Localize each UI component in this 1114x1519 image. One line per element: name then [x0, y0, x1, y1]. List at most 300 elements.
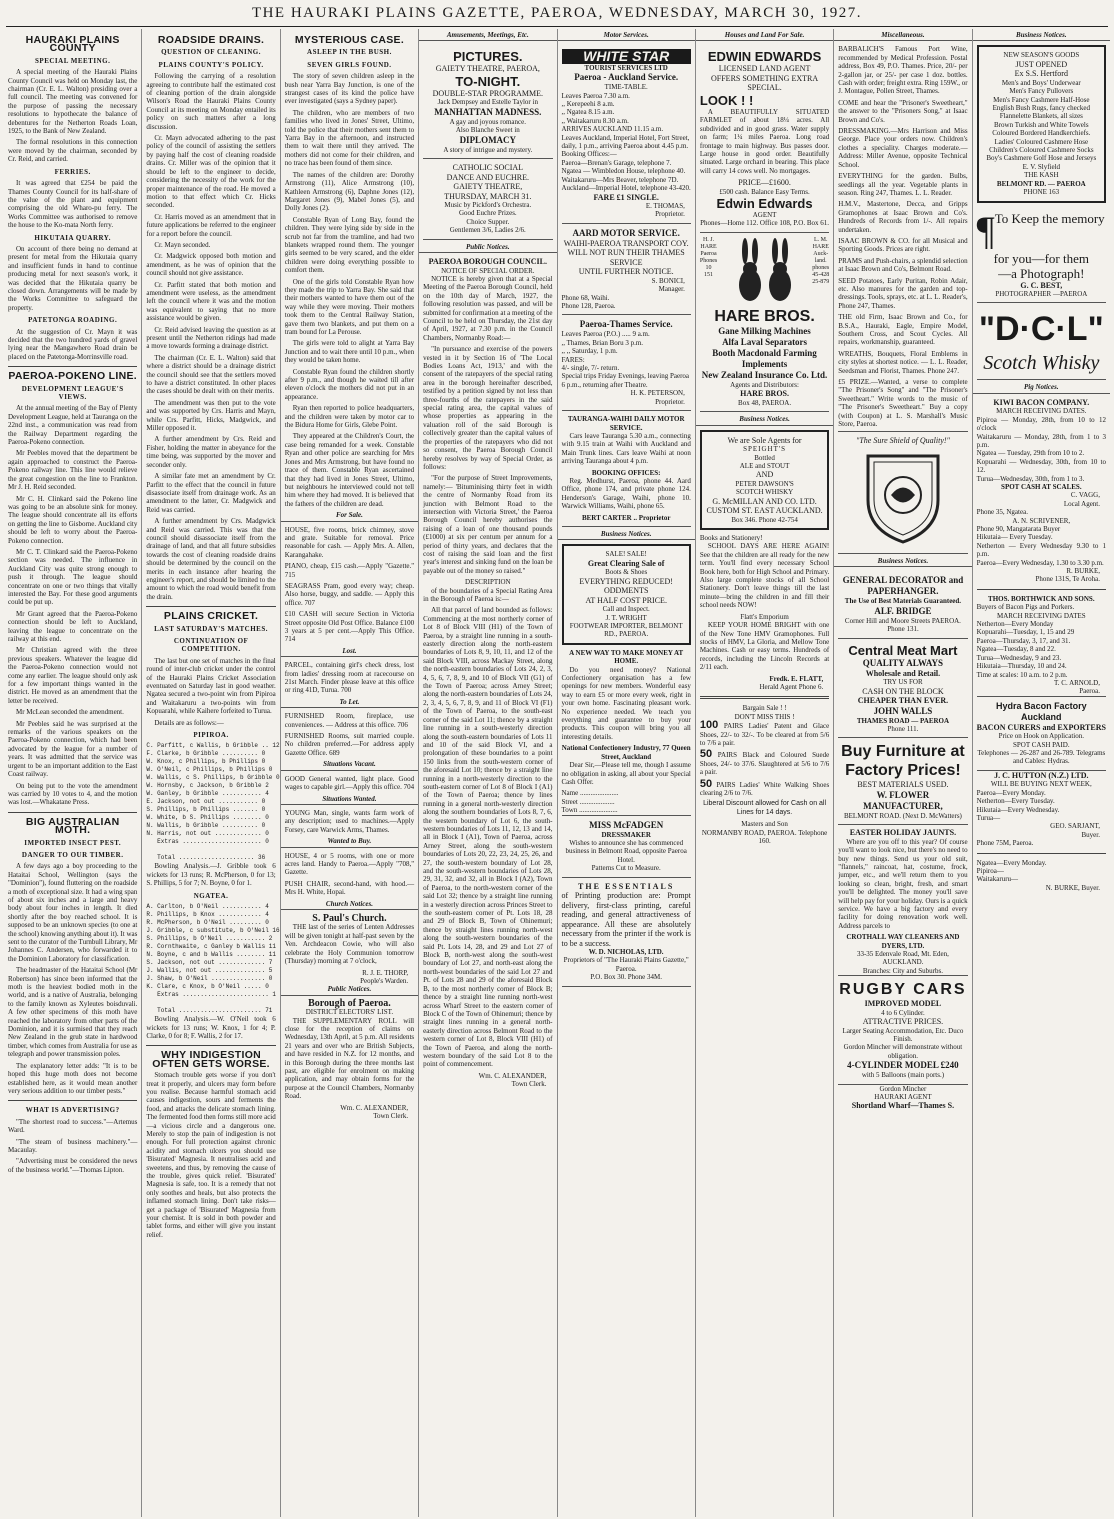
- team-name: NGATEA.: [193, 891, 229, 900]
- timetable: Leaves Paeroa (P.O.) ..... 9 a.m. ,, Thames, Brian Boru 3 p.m. ,, ,, Saturday, 1 p.m. FARES: 4/- single, 7/- return. Special trips Friday Evenings, leaving Paeroa 6 p.m., returning after Theatre.: [561, 330, 690, 389]
- subhead: ASLEEP IN THE BUSH.: [307, 48, 392, 57]
- signature: Phone 131S, Te Aroha.: [1035, 575, 1100, 584]
- ad-line: LICENSED LAND AGENT: [718, 64, 811, 74]
- section-head: Situations Vacant.: [281, 760, 418, 770]
- ad-line: £500 cash. Balance Easy Terms.: [719, 187, 810, 196]
- classified-ad: PRAMS and Push-chairs, a splendid selection at Isaac Brown and Co's, Belmont Road.: [838, 256, 968, 274]
- paragraph: Bowling Analysis.—W. O'Neil took 6 wickets for 13 runs; W. Knox, 1 for 4; P. Clarke, 0 for 8; F. Wallis, 2 for 17.: [146, 1015, 276, 1040]
- hare-bros-ad: [700, 233, 829, 412]
- subhead: FERRIES.: [54, 167, 91, 176]
- bargain-item: [699, 777, 830, 798]
- classified-ad: COME and hear the "Prisoner's Sweetheart," the answer to the "Prisoners Song," at Isaac Brown and Co's.: [838, 98, 968, 124]
- paragraph: The headmaster of the Hataitai School (Mr Robertson) has since been informed that the moth is the heaviest bodied moth in the world, and is a native of Australia, belonging to the family known as Xyleutes boisduvali. A few other specimens of this moth have reached the laboratory from other parts of the Dominion, and it is surmised that they reach New Zealand in the grub state in hardwood timber, which comes from Australia for use as telegraph and power transmission poles.: [8, 966, 138, 1059]
- ad-line: GAIETY THEATRE,: [453, 182, 523, 192]
- ad-line: New Zealand Insurance Co. Ltd.: [701, 369, 828, 380]
- buying-dates: Paeroa—Every Monday. Netherton—Every Tuesday. Hikutaia—Every Wednesday. Turua—: [976, 788, 1060, 822]
- ad-line: Phone 35, Ngatea.: [976, 508, 1028, 517]
- signature: Local Agent.: [1063, 499, 1100, 508]
- ad-title: A NEW WAY TO MAKE MONEY AT HOME.: [569, 648, 684, 666]
- tauranga-waihi-ad: [562, 411, 691, 527]
- signature: C. VAGG,: [1070, 491, 1100, 500]
- dcl-whisky-ad: [977, 303, 1106, 380]
- ad-line: Box 346. Phone 42-754: [731, 515, 798, 524]
- ad-title: Boots & Shoes: [605, 568, 648, 577]
- divider: [700, 696, 829, 699]
- divider: [8, 1100, 137, 1101]
- section-head: Pig Notices.: [973, 383, 1110, 393]
- ad-line: Phones—Home 112. Office 108, P.O. Box 61.: [700, 219, 830, 228]
- signature: Wm. C. ALEXANDER,: [340, 1103, 409, 1112]
- ad-title: Edwin Edwards: [716, 196, 813, 212]
- ad-line: CUSTOM ST. EAST AUCKLAND.: [706, 506, 823, 516]
- paragraph: A BEAUTIFULLY SITUATED FARMLET of about 18¼ acres. All subdivided and in good grass. Water supply on farm; 1¼ miles Paeroa. Long road frontage to main highway. Bus passes door. Large house in good order. Beautifully situated. Large orchard in bearing. This place will carry 14 cows well. No mortgages.: [699, 107, 830, 175]
- paragraph: The chairman (Cr. E. L. Walton) said that where a district should be a drainage district the council should see that the settlers moved to have a district constituted. In other places the cases should be dealt with on their merits.: [146, 353, 276, 396]
- paragraph: The story of seven children asleep in the bush near Yarra Bay Junction, is one of the strangest cases of its kind the police have ever investigated (says a Sydney paper).: [284, 72, 415, 106]
- ad-line: SPOT CASH PAID.: [1013, 740, 1070, 749]
- ad-title: CATHOLIC SOCIAL: [452, 163, 524, 173]
- film-title: DIPLOMACY: [459, 134, 517, 145]
- section-head: Business Notices.: [696, 415, 833, 425]
- section-head: Public Notices.: [281, 985, 418, 995]
- ad-line: Branches: City and Suburbs.: [862, 966, 943, 975]
- team-name: PIPIROA.: [193, 731, 229, 740]
- ad-line: Good Euchre Prizes.: [458, 209, 517, 218]
- paragraph: of Printing production are: Prompt delivery, first-class printing, careful reading, and general attractiveness of appearance. All these are absolutely necessary from the printer if the work is to be a success.: [561, 891, 691, 948]
- photographer-ad: [977, 207, 1106, 304]
- paragraph: Reg. Medhurst, Paeroa, phone 44. Aard Office, phone 174, and private phone 124. Henderson's Garage, Waihi, phone 10. Warwick Williams, Waihi, phone 65.: [561, 476, 691, 511]
- section-head: To Let.: [281, 698, 418, 708]
- ad-line: SCOTCH WHISKY: [735, 488, 794, 497]
- ad-title: TAURANGA-WAIHI DAILY MOTOR SERVICE.: [567, 415, 685, 432]
- signature: GEO. SARJANT,: [1050, 822, 1100, 831]
- ad-line: OFFERS SOMETHING EXTRA SPECIAL.: [711, 73, 819, 93]
- buying-dates: Ngatea—Every Monday. Pipiroa— Waitakaruru—: [976, 858, 1047, 884]
- paragraph: Cr. Harris moved as an amendment that in future applications be referred to the engineer for a report before the council.: [146, 212, 276, 238]
- item-text: PAIRS Ladies' Patent and Glace Shoes, 22/- to 32/-. To be cleared at from 5/6 to 7/6 a pair.: [699, 722, 830, 747]
- section-head: Amusements, Meetings, Etc.: [419, 31, 556, 41]
- ad-line: Shortland Wharf—Thames S.: [851, 1101, 955, 1111]
- form-field-name: Name ......................: [561, 789, 619, 798]
- paragraph: One of the girls told Constable Ryan how they made the trip to Yarra Bay. She said that their mothers wanted to have them out of the way while they were moving. Their mothers took them to the Central Railway Station, gave them two blankets, and put them on a tram bound for La Perouse.: [284, 277, 415, 336]
- dressmaker-ad: [562, 815, 691, 878]
- signature: R. BURKE,: [1066, 567, 1100, 576]
- ad-line: AT HALF COST PRICE.: [585, 595, 667, 605]
- ad-line: Phone 75M, Paeroa.: [976, 839, 1034, 848]
- ad-line: ATTRACTIVE PRICES.: [862, 1017, 944, 1027]
- ad-line: BEST MATERIALS USED.: [857, 780, 949, 790]
- classified-ad: YOUNG Man, single, wants farm work of any description; used to machines.—Apply Forsey, care Warwick Arms, Thames.: [284, 808, 415, 834]
- ad-name: E. V. Slyfield: [1022, 162, 1061, 171]
- subhead: SPECIAL MEETING.: [35, 56, 111, 65]
- paragraph: NOTICE is hereby given that at a Special Meeting of the Paeroa Borough Council, held on the 10th day of March, 1927, the following resolution was passed, and will be submitted for confirmation at a meeting of the Council to be held on Thursday, the 21st day of April, 1927, at 7.30 p.m. in the Council Chambers, Normanby Road:—: [423, 274, 553, 342]
- rugby-cars-ad: [838, 975, 967, 1084]
- paragraph: A few days ago a boy proceeding to the Hataitai School, Wellington (says the "Dominion"), found fluttering on the roadside a moth of exceptional size. It had a wing span of about six inches and a large and heavy body about four inches in length. It died shortly after the boy reached school. It is supposed to be an unknown species (to one at the school) knowing anything about it). It was sent to the curator of the Turnbull Library, Mr Johannes C. Andersen, who forwarded it to the Dominion Laboratory for classification.: [8, 862, 138, 963]
- shield-ad: [838, 431, 967, 554]
- paragraph: A further amendment by Crs. Reid and Fisher, holding the matter in abeyance for the time being, was supported by the mover and seconder only.: [146, 435, 276, 469]
- classified-ad: SEAGRASS Pram, good every way; cheap. Also horse, buggy, and saddle. — Apply this office. 707: [284, 581, 415, 607]
- paragraph: Cr. Madgwick opposed both motion and amendment, as he was of opinion that the council should not give assistance.: [146, 252, 276, 278]
- ad-line: Phone 90, Mangatarata Buyer: [976, 525, 1061, 533]
- ad-name: W. FLOWER MANUFACTURER,: [863, 789, 943, 811]
- hare-header: [700, 237, 829, 307]
- signature: S. BONICI,: [651, 276, 685, 285]
- hydra-bacon-ad: [977, 696, 1106, 771]
- ad-line: WILL BE BUYING NEXT WEEK,: [990, 780, 1092, 789]
- ad-line: A gay and joyous romance.: [449, 117, 527, 126]
- ad-title: "The Sure Shield of Quality!": [855, 436, 950, 446]
- item-text: PAIRS Ladies' White Walking Shoes clearing 2/6 to 7/6.: [699, 780, 830, 797]
- ad-line: WILL NOT RUN THEIR THAMES SERVICE: [567, 248, 685, 267]
- ad-title: PICTURES.: [453, 49, 523, 65]
- paragraph: Following the carrying of a resolution agreeing to contribute half the estimated cost of cleaning portion of the drain alongside Wilson's Road the Hauraki Plains County Council at its meeting on Monday entailed its policy on such matters after a long discussion.: [146, 72, 276, 131]
- divider: [146, 606, 275, 607]
- classified-ad: FURNISHED Room, fireplace, use conveniences. — Address at this office. 706: [284, 712, 415, 729]
- ad-line: DANCE AND EUCHRE.: [446, 172, 530, 182]
- hare-rabbits-icon: [730, 237, 800, 307]
- hare-right-phones: L. M. HARE Auck- land. phones 45-428 25-879: [812, 236, 830, 285]
- signature: People's Warden.: [360, 976, 409, 985]
- paragraph: THE SUPPLEMENTARY ROLL will close for the reception of claims on Wednesday, 13th April, at 5 p.m. All residents 21 years and over who are British Subjects, and have resided in N.Z. for 12 months, and in this Borough during the three months last past, are eligible for enrolment on making application, and may obtain forms for the purpose at the Council Chambers, Normanby Road.: [284, 1016, 415, 1101]
- section-head: Business Notices.: [558, 530, 695, 540]
- column-4: [419, 29, 557, 1517]
- ad-line: AND: [755, 470, 774, 480]
- bargain-item: [700, 750, 829, 776]
- ad-line: Buyers of Bacon Pigs and Porkers.: [976, 603, 1075, 612]
- ad-line: Proprietors of "The Hauraki Plains Gazette," Paeroa.: [563, 956, 689, 973]
- ad-title: RUGBY CARS: [839, 981, 967, 999]
- ad-line: Jack Dempsey and Estelle Taylor in: [437, 98, 538, 107]
- column-2: [142, 29, 280, 1517]
- ad-line: DRESSMAKER: [601, 830, 651, 839]
- ad-title: "D·C·L": [978, 310, 1104, 349]
- ad-title: Paeroa-Thames Service.: [579, 319, 673, 330]
- paragraph: Details are as follows:—: [154, 718, 224, 727]
- paragraph: Mr C. T. Clinkard said the Paeroa-Pokeno section was needed. The influence in Auckland City was quite strong enough to push it through. The league should concentrate on one or two things that vitally interested the Bay. For these good arguments could be put up.: [8, 547, 138, 607]
- ad-line: ALE and STOUT: [739, 461, 790, 470]
- pilcrow-icon: ¶: [976, 207, 995, 253]
- subhead: PATETONGA ROADING.: [28, 316, 118, 325]
- ad-line: CASH ON THE BLOCK: [862, 686, 944, 696]
- classified-ad: GOOD General wanted, light place. Good wages to capable girl.—Apply this office. 704: [284, 774, 415, 792]
- quote: "Advertising must be considered the news of the business world."—Thomas Lipton.: [8, 1157, 138, 1174]
- section-head: Public Notices.: [419, 243, 556, 253]
- section-head: Lost.: [281, 647, 418, 657]
- new-season-ad: [977, 45, 1106, 202]
- ad-line: MARCH RECEIVING DATES.: [996, 407, 1087, 416]
- form-field-street: Street ....................: [561, 797, 615, 806]
- classified-ad: £10 CASH will secure Section in Victoria Street opposite Old Post Office. Balance £100 3 years at 5 per cent.—Apply This Office. 714: [284, 610, 415, 644]
- signature: Paeroa.: [1079, 687, 1100, 696]
- phones: Phone 68, Waihi. Phone 128, Paeroa.: [561, 293, 616, 311]
- ad-line: Box 48, PAEROA.: [738, 398, 792, 407]
- paragraph: Constable Ryan found the children shortly after 9 p.m., and though he waited till after eleven o'clock the mothers did not put in an appearance.: [284, 367, 415, 401]
- ad-line: HARE BROS.: [740, 389, 790, 399]
- sale-ad: [562, 544, 691, 644]
- classified-ad: DRESSMAKING.—Mrs Harrison and Miss George. Place your orders now. Children's clothes a speciality. Charges moderate.—Address: Miller Avenue, opposite Technical School.: [838, 127, 968, 169]
- signature: Wm. C. ALEXANDER,: [478, 1071, 547, 1080]
- section-head: For Sale.: [281, 511, 418, 521]
- bargain-item: [700, 721, 829, 747]
- ad-title: NEW SEASON'S GOODS: [1003, 51, 1080, 60]
- paragraph: The last but one set of matches in the final round of inter-club cricket under the control of the Hauraki Plains Cricket Association eventuated on Saturday last in good weather. Ngatea secured a two-point win from Pipiroa and Waitakaruru a two-points win from Kopuarahi, while Kaihere forfeited to Turua.: [146, 656, 276, 716]
- paragraph: A special meeting of the Hauraki Plains County Council was held on Monday last, the chairman (Cr. E. L. Walton) presiding over a full council. The meeting was convened for the purpose of passing the necessary resolutions to hypothecate the balance of debentures for the Netherton Roads Loan, 1925, to the Bank of New Zealand.: [8, 68, 138, 136]
- notice-title: Borough of Paeroa.: [308, 997, 391, 1009]
- paragraph: SCHOOL DAYS ARE HERE AGAIN! See that the children are all ready for the new term. You'll find every necessary School Book here, both for High School and Primary. Also large complete stocks of all School Stationery. Don't leave things till the last minute—bring the children in and fill their school needs NOW!: [699, 542, 830, 610]
- ad-line: FOOTWEAR IMPORTER, BELMONT RD., PAEROA.: [569, 622, 683, 639]
- signature: Proprietor.: [655, 210, 685, 219]
- paragraph: Where are you off to this year? Of course you'll want to look nice, but there's no need to buy new things. Send us your old suit, "flannels," raincoat, hat, costume, frock, jumper, etc., and we'll return them to you looking so clean, bright, fresh, and smart you'll be delighted. The money you'll save will help pay for your holiday. Ours is a quick service. We have a big factory and every facility for doing renovation work well. Address parcels to: [838, 837, 968, 930]
- paragraph: Cr. Parfitt stated that both motion and amendment were useless, as the amendment left the council where it was and the motion was equivalent to saying that no more assistance would be given.: [146, 280, 276, 323]
- signature: H. K. PETERSON,: [630, 389, 685, 398]
- subhead: LAST SATURDAY'S MATCHES.: [154, 624, 268, 633]
- ad-line: We are Sole Agents for: [727, 435, 802, 445]
- divider: [977, 589, 1106, 590]
- ad-line: for you—for them: [993, 250, 1089, 266]
- section-head: Motor Services.: [558, 31, 695, 41]
- scorecard: A. Carlton, b O'Neil ........... 4 R. Phillips, b Knox ............ 4 R. McPherson, b O'Neil ......... 0 J. Gribble, c substitute, b O'Neil 16 S. Phillips, b O'Neil ........... 2 R. Cornthwaite, c Ganley b Wallis 11 N. Boyne, c and b Wallis ........ 11 S. Jackson, not out ............. 7 J. Wallis, not out .............. 5 J. Shaw, b O'Neil ............... 0 K. Clare, c Knox, b O'Neil ..... 0 Extras ........................ 1 Total ....................... 71: [146, 903, 280, 1015]
- furniture-ad: [838, 738, 967, 825]
- paragraph: On account of there being no demand at present for metal from the Hikutaia quarry and insufficient funds in hand to continue producing metal for next season's work, it was decided that the Hikutaia quarry be closed down. Arrangements will be made by the Works Committee to safeguard the property.: [8, 244, 138, 312]
- ad-line: Gordon Mincher will demonstrate without obligation.: [843, 1043, 963, 1060]
- column-5: [558, 29, 696, 1517]
- ad-title: Hydra Bacon Factory Auckland: [996, 700, 1087, 722]
- ad-title: THOS. BORTHWICK AND SONS.: [988, 594, 1095, 603]
- classified-ad: FURNISHED Rooms, suit married couple. No children preferred.—For address apply Gazette Office. 689: [284, 732, 415, 757]
- paragraph: Mr Grant agreed that the Paeroa-Pokeno connection should be left to Auckland, leaving the league to concentrate on the railway at this end.: [8, 609, 138, 643]
- booking-offices: Booking Offices:— Paeroa—Brenan's Garage, telephone 7. Ngatea — Wimbledon House, telephone 40. Waitakaruru—Mrs Beaver, telephone 7D. Auckland—Imperial Hotel, telephone 43-420.: [561, 150, 691, 193]
- white-star-ad: [562, 45, 691, 223]
- ad-line: JUST OPENED: [1015, 59, 1068, 69]
- paragraph: Cr. Mayn seconded.: [154, 240, 211, 249]
- ad-line: SPOT CASH AT SCALES.: [1001, 482, 1082, 491]
- ad-title: MISS McFADGEN: [589, 819, 664, 830]
- ad-line: Also Blanche Sweet in: [455, 126, 520, 135]
- aard-ad: [562, 224, 691, 316]
- headline: ROADSIDE DRAINS.: [157, 34, 265, 46]
- signature: E. THOMAS,: [645, 202, 685, 210]
- essentials-ad: [562, 878, 691, 987]
- notice-subtitle: NOTICE OF SPECIAL ORDER.: [441, 266, 535, 275]
- ad-line: THE KASH: [1024, 171, 1059, 180]
- ad-line: PHONE 163: [1023, 188, 1060, 197]
- column-1: [4, 29, 142, 1517]
- ad-line: IMPROVED MODEL: [864, 999, 942, 1009]
- ad-name: W. D. NICHOLAS, LTD.: [588, 948, 664, 957]
- hare-logo: HARE BROS.: [714, 307, 815, 325]
- ad-line: Agents and Distributors:: [730, 380, 799, 389]
- section-head: Business Notices.: [973, 31, 1110, 41]
- paragraph: THE last of the series of Lenten Addresses will be given tonight at half-past seven by the Ven. Archdeacon Cowie, who will also celebrate the Holy Communion tomorrow (Thursday) morning at 7 o'clock,: [284, 923, 415, 966]
- masthead: THE HAURAKI PLAINS GAZETTE, PAEROA, WEDNESDAY, MARCH 30, 1927.: [6, 0, 1108, 27]
- paragraph: Cr. Reid advised leaving the question as at present until the Netherton ridings had made a move towards forming a drainage district.: [146, 325, 276, 351]
- headline: PLAINS CRICKET.: [163, 610, 259, 623]
- ad-title: J. C. HUTTON (N.Z.) LTD.: [994, 770, 1089, 780]
- signature: Fredk. E. FLATT,: [769, 674, 824, 683]
- ad-line: DOUBLE-STAR PROGRAMME.: [432, 88, 544, 98]
- ad-line: with 5 Balloons (main ports.): [861, 1071, 945, 1080]
- paragraph: The explanatory letter adds: "It is to be hoped this huge moth does not become established here, as it would mean another very serious addition to our timber pests.": [8, 1061, 138, 1095]
- subhead: IMPORTED INSECT PEST.: [24, 838, 122, 847]
- ad-line: THAMES ROAD — PAEROA: [856, 716, 950, 725]
- ad-name: A. N. SCRIVENER,: [1012, 516, 1071, 525]
- ad-line: P.O. Box 30. Phone 34M.: [590, 973, 662, 982]
- paragraph: The formal resolutions in this connection were moved by the chairman, seconded by Cr. Reid, and carried.: [8, 138, 138, 164]
- goods-list: Men's and Boys' Underwear Men's Fancy Pullovers Men's Fancy Cashmere Half-Hose English Bush Rugs, fancy checked Flannelette Blankets, all sizes Brown Turkish and White Towels Coloured Bordered Handkerchiefs. Ladies' Coloured Cashmere Hose Children's Coloured Cashmere Socks Boy's Cashmere Golf Hose and Jerseys: [986, 78, 1097, 163]
- ad-line: G. McMILLAN AND CO. LTD.: [712, 496, 817, 506]
- ad-line: Bottled: [754, 453, 775, 462]
- scorecard: C. Parfitt, c Wallis, b Gribble .. 12 F. Clarke, b Gribble .......... 0 W. Knox, c Phillips, b Phillips 0 W. O'Neil, c Phillips, b Phillips 0 W. Wallis, c S. Phillips, b Gribble 0 W. Hornsby, c Jackson, b Gribble 2 W. Ganley, b Gribble ........... 4 E. Jackson, not out ........... 0 S. Phillips, b Phillips ....... 0 W. White, b S. Phillips ........ 0 N. Wallis, b Gribble .......... 0 N. Harris, not out ............. 0 Extras ...................... 0 Total ..................... 36: [146, 742, 280, 862]
- column-8: [973, 29, 1110, 1517]
- notice-subtitle: DISTRICT ELECTORS' LIST.: [305, 1008, 394, 1017]
- ad-line: TIME-TABLE.: [604, 83, 648, 92]
- paragraph: A further amendment by Crs. Madgwick and Reid was carried. This was that the council should disassociate itself from the drainage of land, and that all future subsidies towards the cost of cleaning roadside drains should be determined by the council on the merits in each instance after hearing the engineer's report, and should be limited to the amount to which the road would benefit from the drain.: [146, 517, 276, 601]
- paragraph: A similar fate met an amendment by Cr. Parfitt to the effect that the council in future disassociate itself from drainage work. As an amendment to the latter, Cr. Madgwick and Reid was carried.: [146, 472, 276, 514]
- subhead: CONTINUATION OF COMPETITION.: [173, 637, 249, 654]
- signature: N. BURKE, Buyer.: [1045, 883, 1100, 892]
- ad-line: Ex S.S. Hertford: [1014, 69, 1068, 79]
- paragraph: Cr. Mayn advocated adhering to the past policy of the council of assisting the settlers by paying half the cost of cleaning roadside drains. Cr. Miller was of the opinion that it should be left to the engineer to decide, considering the necessity of the work for the proper maintenance of the road. He moved a motion to that effect which Cr. Hicks seconded.: [146, 134, 276, 210]
- classified-ad: ISAAC BROWN & CO. for all Musical and Sporting Goods. Prices are right.: [838, 236, 968, 254]
- section-head: Wanted to Buy.: [281, 837, 418, 847]
- ad-line: BOOKING OFFICES:: [591, 468, 661, 477]
- ad-line: GAIETY THEATRE, PAEROA,: [435, 64, 540, 74]
- church-title: S. Paul's Church.: [312, 912, 387, 924]
- ad-line: HAURAKI AGENT: [874, 1093, 932, 1102]
- paragraph: "For the purpose of Street Improvements, namely:— 'Bituminising thirty feet in width the centre of Normanby Road from its junction with Belmont Road to the intersection with Victoria Street,' the Paeroa Borough Council hereby authorises the raising of a loan of one thousand pounds (£1000) at six per centum per annum for a period of thirty years, and declares that the cost of raising the said loan and the first year's interest and sinking fund on the loan be payable out of the money so raised.": [423, 474, 553, 575]
- item-text: PAIRS Black and Coloured Suede Shoes, 24/- to 37/6. Slaughtered at 5/6 to 7/6 a pair.: [699, 751, 830, 777]
- ad-line: Patterns Cut to Measure.: [591, 864, 661, 873]
- ad-title: AARD MOTOR SERVICE.: [572, 227, 680, 238]
- ad-line: National Confectionery Industry, 77 Queen Street, Auckland: [561, 744, 691, 761]
- ad-line: —a Photograph!: [998, 265, 1085, 281]
- divider: [146, 1045, 275, 1046]
- paragraph: They appeared at the Children's Court, the case being remanded for a week. Constable Ryan and other police are searching for Mrs Jones and Mrs Armstrong, but have found no trace of them. Constable Ryan ascertained that they had lived in Jones Street, Ultimo, but neighbours he interviewed could not tell him where they had moved. It is believed that the fathers of the children are dead.: [284, 432, 415, 508]
- ad-line: BELMONT RD. — PAEROA: [996, 179, 1086, 188]
- classified-ad: THE old Firm, Isaac Brown and Co., for B.S.A., Hauraki, Eagle, Empire Model, Southern Cross, and Scout Cycles. All repairs, workmanship, guaranteed.: [838, 313, 968, 347]
- paragraph: On being put to the vote the amendment was carried by 10 votes to 4, and the motion was lost.—Whakatane Press.: [8, 781, 138, 807]
- edwin-edwards-ad: [700, 45, 829, 232]
- ad-title: KIWI BACON COMPANY.: [993, 397, 1090, 407]
- headline: HAURAKI PLAINS COUNTY: [25, 34, 120, 55]
- paragraph: It was agreed that £254 be paid the Thames County Council for its half-share of the value of the plant and equipment comprising the old Wharo-pu ferry. The Works Committee was authorised to remove the house to the Ko-mata North ferry.: [8, 179, 138, 230]
- ad-line: DON'T MISS THIS !: [734, 712, 795, 721]
- paragraph: The names of the children are: Dorothy Armstrong (11), Alice Armstrong (10), Kathleen Armstrong (6), Daphne Jones (12), Margaret Jones (9), Mabel Jones (5), and Dolly Jones (2).: [284, 170, 415, 213]
- paragraph: Do you need money? National Confectionery organisation has a few openings for new members. Wonderful easy way to earn £5 or more every week, right in your own home. Fascinating pleasant work. No experience needed. We teach you everything and guarantee to buy your products. This coupon will bring you all interesting details.: [561, 665, 691, 741]
- divider: [8, 366, 137, 367]
- ad-title: Bargain Sale ! !: [742, 704, 787, 713]
- ad-line: Phone 111.: [887, 724, 919, 733]
- quantity: 50: [699, 777, 713, 790]
- quote: "The shortest road to success."—Artemus Ward.: [8, 1117, 138, 1135]
- paragraph: Constable Ryan of Long Bay, found the children. They were lying side by side in the scrub not far from the tramline, and had two blankets wrapped round them. The younger girls seemed to be very scared, and the elder children were doing everything possible to comfort them.: [284, 215, 415, 275]
- subhead: DANGER TO OUR TIMBER.: [21, 850, 124, 859]
- paragraph: Mr McLean seconded the amendment.: [16, 708, 124, 717]
- paragraph: of the boundaries of a Special Rating Area in the Borough of Paeroa is:—: [423, 586, 553, 603]
- fare: FARE £1 SINGLE.: [593, 192, 659, 202]
- section-head: Miscellaneous.: [834, 31, 971, 41]
- paragraph: The amendment was then put to the vote and was supported by Crs. Harris and Mayn, while Crs. Parfitt, Hicks, Madgwick, and Miller opposed it.: [146, 398, 276, 433]
- pictures-ad: [423, 45, 552, 159]
- ad-title: LOOK ! !: [699, 92, 754, 108]
- signature: Proprietor.: [655, 397, 685, 406]
- ad-line: Alfa Laval Separators: [722, 336, 808, 347]
- ad-line: Price on Hook on Application.: [998, 732, 1084, 741]
- headline: BIG AUSTRALIAN MOTH.: [25, 815, 120, 837]
- ad-title: Paeroa - Auckland Service.: [574, 72, 679, 83]
- ad-line: Call and Inspect.: [602, 605, 650, 614]
- ad-name: CROTHALL WAY CLEANERS AND DYERS, LTD.: [846, 933, 960, 950]
- ad-line: Music by Pickford's Orchestra.: [444, 201, 532, 210]
- section-head: Church Notices.: [281, 900, 418, 910]
- speights-ad: [700, 430, 829, 530]
- ad-line: Telephones — 26-287 and 26-789. Telegrams and Cables: Hydras.: [977, 749, 1106, 766]
- price: 4-CYLINDER MODEL £240: [847, 1060, 959, 1071]
- paragraph: Dear Sir,—Please tell me, though I assume no obligation in asking, all about your Special Cash Offer.: [561, 761, 691, 786]
- classified-ad: PIANO, cheap, £15 cash.—Apply "Gazette." 715: [284, 562, 415, 579]
- ad-line: CHEAPER THAN EVER.: [857, 696, 949, 705]
- subhead: PLAINS COUNTY'S POLICY.: [158, 60, 264, 69]
- section-head: Situations Wanted.: [281, 795, 418, 805]
- classified-ad: £5 PRIZE.—Wanted, a verse to complete "The Prisoner's Song" and "The Prisoner's Sweetheart." Write words to the music of "The Prisoner's Sweetheart." Buy a copy (with Coupon) at L. S. Marshall's Music Store, Paeroa.: [838, 378, 968, 429]
- ad-line: BACON CURERS and EXPORTERS: [976, 722, 1106, 732]
- divider: [8, 812, 137, 813]
- classified-ad: HOUSE, five rooms, brick chimney, stove and grate. Suitable for removal. Price reasonable for cash. — Apply Mrs. A. Allen, Karangahake.: [284, 525, 415, 559]
- column-3: [281, 29, 419, 1517]
- receiving-dates: Hikutaia— Every Tuesday. Netherton — Every Wednesday 9.30 to 1 p.m. Paeroa—Every Wednesday, 1.30 to 3.30 p.m.: [976, 533, 1106, 567]
- classified-ad: SEED Potatoes, Early Puritan, Robin Adair, etc. Also manures for the garden and top-dressings. Tools, sprays, etc. at L. L. Reader's, Phone 247, Thames.: [838, 276, 968, 310]
- paragraph: Mr C. H. Clinkard said the Pokeno line was going to be an absolute sink for money. The league should concentrate all its efforts on getting the line to Gisborne. Auckland city should be left to worry about the Paeroa-Pokeno connection.: [8, 494, 138, 545]
- divider: [977, 853, 1106, 854]
- ad-line: Great Clearing Sale of: [587, 558, 665, 568]
- receiving-dates: Netherton—Every Monday Kopuarahi—Tuesday, 1, 15 and 29 Paeroa—Thursday, 3, 17, and 31. Ngatea—Tuesday, 8 and 22. Turua—Wednesday, 9 and 23. Hikutaia—Thursday, 10 and 24.: [976, 620, 1075, 671]
- ad-line: THURSDAY, MARCH 31.: [444, 191, 532, 201]
- decorator-ad: [838, 571, 967, 638]
- ad-line: The Use of Best Materials Guaranteed.: [844, 597, 962, 606]
- paragraph: Cars leave Tauranga 5.30 a.m., connecting with 9.15 train at Waihi with Auckland and Main Trunk lines. Cars leave Waihi at noon arriving Tauranga about 4 p.m.: [561, 431, 691, 466]
- signature: BERT CARTER .. Proprietor: [581, 513, 671, 522]
- ad-line: Gentlemen 3/6, Ladies 2/6.: [449, 226, 526, 235]
- signature: Buyer.: [1081, 830, 1100, 839]
- subhead: SEVEN GIRLS FOUND.: [307, 60, 392, 69]
- paragraph: "In pursuance and exercise of the powers vested in it by Section 16 of 'The Local Bodies Loans Act, 1913,' and with the consent of the ratepayers of the special rating area in the borough hereinafter described, testified by a petition signed by not less than three-fourths of the ratepayers in the said special rating area, the capital values of whose properties as appearing in the valuation roll of the said Borough is collectively greater than the capital values of the properties of the ratepayers who did not so consent, the Paeroa Borough Council hereby resolves by way of Special Order, as follows:: [423, 345, 553, 471]
- ad-line: TO-NIGHT.: [455, 73, 521, 89]
- brand-logo: WHITE STAR: [562, 49, 691, 63]
- paragraph: All that parcel of land bounded as follows: Commencing at the most northerly corner of Lot 8 of Block VIII (H1) of the Town of Paeroa, by a straight line running in a south-easterly direction along the north-eastern boundaries of Lots 8, 9, 10, 11, and 12 of the said Block VIII, across Mackay Street, along the north-eastern boundaries of Lots 24, 2, 3, 4, 5, 6, 7, 8, 9, and 10 of Block VII (G1) of the Town of Paeroa; across Arney Street; along the north-eastern boundaries of Lots 24, 2, 3, 4, 5, 6, 7, 8, 9, and 11 of Block VI (F1) of the Town of Paeroa, to the south-east corner of the said Lot 11; thence by a straight line running in a south-westerly direction along the south-eastern boundaries of Lots 11 and 10 of the said Block VI, and a prolongation of these boundaries to a point 150 links from the south-western corner of the aforesaid Lot 10; thence by a straight line running in a north-westerly direction to the south-eastern corner of Lot 8 of Block I (A1) of the Town of Paeroa; thence by lines running in a general north-westerly direction along the southern boundaries of Lots 8, 7, 6, the western boundary of Lot 6, the south-western boundaries of Lots 11, 12, 13 and 14, all in Block I (A1), Town of Paeroa, across Arney Street, along the south-western boundaries of Lots 20, 22, 23, 24, 25, 26, and 27, the south-western boundary of Lot 28, and the south-western boundaries of Lots 28, 29, 31, 32, and 32, all in Block I (A2), Town of Paeroa, to the north-western corner of the said Lot 32; thence by a straight line running in a westerly direction across Princes Street to the south-eastern corner of Pt. Lots 18, 28 and 29 of Block B, Town of Ohinemuri; thence by straight lines running north-west along the south-western boundaries of the said Pt. Lots 14, 28, and 29 and Lot 27 of Block B, north-west along the south-west boundary of Lot 27, and north-east along the north-west boundaries of the said Lot 27 and Pt. of Lots 28 and 29 of the aforesaid Block B, to the most northerly corner of Block B; thence by a straight line running north-west across Wharf Street to the eastern corner of Block C of the Town of Ohinemuri; thence by straight lines running in a general north-easterly direction across Belmont Road to the western corner of Lot 8, Block VIII (H1) of the Town of Paeroa, and along the north-western boundary of the said Lot 8 to the point of commencement.: [423, 606, 553, 1069]
- subhead: DEVELOPMENT LEAGUE'S VIEWS.: [21, 384, 124, 402]
- ad-line: Wholesale and Retail.: [865, 668, 941, 678]
- ad-line: Choice Supper.: [466, 217, 510, 226]
- ad-line: MARCH RECEIVING DATES: [996, 611, 1086, 620]
- subhead: HIKUTAIA QUARRY.: [34, 233, 111, 242]
- notice-subtitle: DESCRIPTION: [465, 578, 511, 587]
- paeroa-thames-ad: [562, 315, 691, 411]
- classified-ad: PUSH CHAIR, second-hand, with hood.—Mrs H. White, Hopai.: [284, 879, 415, 897]
- section-head: Business Notices.: [834, 557, 971, 567]
- ad-title: EASTER HOLIDAY JAUNTS.: [849, 828, 957, 838]
- paragraph: KEEP YOUR HOME BRIGHT with one of the New Tone HMV Gramophones. Full stocks of HMV, La Gloria, and Mellow Tone Machines. Cash or easy terms. Hundreds of records, including the Lincoln Records at 2/11 each.: [699, 621, 830, 672]
- ad-name: J. T. WRIGHT: [605, 613, 647, 622]
- paragraph: Mr Christian agreed with the three previous speakers. Whatever the league did the Paeroa-Pokeno connection would not come any earlier. The league should only ask for a few important things wanted in the district. He moved as an amendment that the letter be received.: [8, 646, 138, 705]
- ad-line: PHOTOGRAPHER —PAEROA: [995, 290, 1088, 298]
- classified-ad: H.M.V., Mastertone, Decca, and Gripps Gramophones at Isaac Brown and Co's. Hundreds of Records from 1/-. All repairs undertaken.: [838, 200, 968, 234]
- ad-title: SALE! SALE!: [605, 550, 647, 559]
- subhead: WHAT IS ADVERTISING?: [25, 1106, 120, 1115]
- newspaper-columns: [4, 29, 1110, 1517]
- paragraph: At the annual meeting of the Bay of Plenty Development League, held at Tauranga on the 22nd inst., a communication was read from the Railway Department regarding the Paeroa-Pokeno connection.: [8, 404, 138, 447]
- quantity: 50: [699, 748, 713, 761]
- paragraph: The children, who are members of two families who lived in Jones' Street, Ultimo, told the police that their mothers sent them to Yarra Bay in the afternoon, and instructed them to wait there until they arrived. The mothers did not come for their children, and no trace has been found of them since.: [284, 108, 415, 168]
- ad-line: Scotch Whisky: [983, 352, 1100, 375]
